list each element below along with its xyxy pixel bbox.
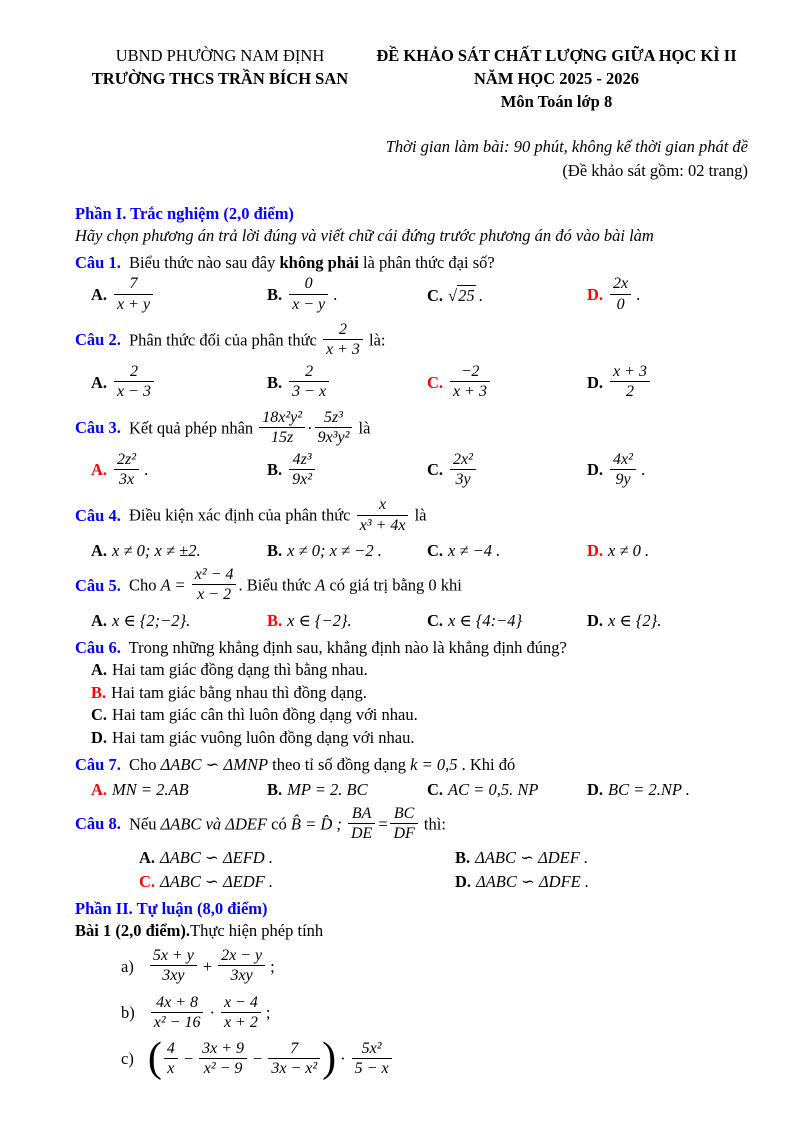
option-letter: D. <box>455 871 472 891</box>
pages-note: (Đề khảo sát gồm: 02 trang) <box>562 161 748 181</box>
option-b: B. ΔABC ∽ ΔDEF . <box>455 848 589 868</box>
option-c <box>427 452 587 491</box>
question-7-text3: . Khi đó <box>461 755 516 775</box>
question-8-text4: thì: <box>423 814 446 834</box>
option-letter-correct: D. <box>587 284 604 304</box>
option-letter: D. <box>587 372 604 392</box>
fraction: $\frac{5x + y}{3xy}$ <box>150 946 197 985</box>
triangle-similarity: ΔABC ∽ ΔMNP <box>160 755 269 775</box>
fraction: $\frac{4x + 8}{\text{x² − 16}}$ <box>151 993 204 1032</box>
option-letter-correct: C. <box>427 372 444 392</box>
multiply-dot: · <box>340 1049 346 1069</box>
triangle-ABC: ΔABC <box>160 814 202 834</box>
option-letter-correct: D. <box>587 540 604 560</box>
multiply-dot: · <box>307 418 313 438</box>
option-letter: D. <box>587 779 604 799</box>
option-b: B. MP = 2. BC <box>267 779 368 799</box>
fraction: $\frac{2}{3 - x}$ <box>289 362 329 401</box>
exercise-1-item-c <box>121 1034 748 1081</box>
issuer-block <box>75 44 365 113</box>
fraction: $\frac{\text{2x²}}{3y}$ <box>450 450 476 489</box>
option-letter: D. <box>587 610 604 630</box>
option-c: C. √25 . <box>427 286 483 306</box>
fraction: $\frac{7}{\text{3x − x²}}$ <box>268 1039 320 1078</box>
question-7-label: Câu 7. <box>75 755 121 775</box>
option-letter: A. <box>91 610 108 630</box>
option-d: D. x ≠ 0 . <box>587 540 650 560</box>
question-5 <box>75 567 748 606</box>
fraction: $\frac{\text{5x²}}{5 - x}$ <box>352 1039 392 1078</box>
question-2 <box>75 322 748 361</box>
fraction: $\frac{x + 3}{2}$ <box>610 362 650 401</box>
fraction: $\frac{\text{4z³}}{\text{9x²}}$ <box>289 450 315 489</box>
option-d: D. BC = 2.NP . <box>587 779 690 799</box>
option-b <box>267 364 427 403</box>
exercise-1-item-a: a) $\frac{5x + y}{3xy}$ + $\frac{2x - y}{3xy}$ ; <box>121 947 275 985</box>
issuer-line2: TRƯỜNG THCS TRẦN BÍCH SAN <box>91 69 349 89</box>
option-letter-correct: A. <box>91 460 108 480</box>
option-letter: C. <box>427 460 444 480</box>
question-8-options <box>139 847 748 892</box>
option-letter: B. <box>267 540 283 560</box>
option-letter: B. <box>267 460 283 480</box>
option-b <box>267 452 427 491</box>
option-letter: C. <box>427 779 444 799</box>
option-letter-correct: A. <box>91 779 108 799</box>
part1-title: Phần I. Trắc nghiệm (2,0 điểm) <box>75 204 294 224</box>
option-letter: C. <box>427 540 444 560</box>
question-4-label: Câu 4. <box>75 505 121 525</box>
option-a: A. MN = 2.AB <box>91 779 189 799</box>
question-6-label: Câu 6. <box>75 637 121 657</box>
question-8-label: Câu 8. <box>75 814 121 834</box>
variable-A: A <box>315 575 326 595</box>
triangle-DEF: ΔDEF <box>225 814 268 834</box>
option-letter: B. <box>267 284 283 304</box>
close-paren: ) <box>322 1034 337 1081</box>
option-c: C. x ∈ {4:−4} <box>427 610 523 630</box>
question-5-options <box>91 610 748 631</box>
minus-operator: − <box>253 1049 263 1069</box>
question-1-text: Biểu thức nào sau đây <box>128 253 276 272</box>
fraction: $\frac{2x}{0}$ <box>610 274 631 313</box>
part1-instruction: Hãy chọn phương án trả lời đúng và viết chữ cái đứng trước phương án đó vào bài làm <box>75 225 654 245</box>
time-block <box>75 135 748 183</box>
fraction: $\frac{2}{x - 3}$ <box>114 362 154 401</box>
question-4-text2: là <box>414 505 427 525</box>
subject: Môn Toán lớp 8 <box>500 92 613 112</box>
question-7 <box>75 754 748 775</box>
issuer-line1: UBND PHƯỜNG NAM ĐỊNH <box>115 46 325 65</box>
question-8-text3: có <box>271 814 287 834</box>
exam-title-block <box>365 44 748 113</box>
question-4-options <box>91 540 748 561</box>
option-c: C. Hai tam giác cân thì luôn đồng dạng với nhau. <box>91 705 418 725</box>
option-d: D. Hai tam giác vuông luôn đồng dạng với nhau. <box>91 727 415 747</box>
fraction: $\frac{2}{x + 3}$ <box>323 320 363 359</box>
option-b: B. x ∈ {−2}. <box>267 610 352 630</box>
angle-equality: B̂ = D̂ ; <box>290 814 342 834</box>
fraction: $\frac{\text{2z²}}{3x}$ <box>114 450 139 489</box>
plus-operator: + <box>202 956 213 976</box>
option-a: A. x ≠ 0; x ≠ ±2. <box>91 540 201 560</box>
option-letter: C. <box>91 705 108 725</box>
question-8 <box>75 806 748 845</box>
question-2-text: Phân thức đối của phân thức <box>128 330 317 350</box>
period: . <box>238 575 243 595</box>
option-letter: B. <box>455 848 471 868</box>
question-2-label: Câu 2. <box>75 330 121 350</box>
radical-expression: √25 <box>448 286 475 306</box>
question-3-text2: là <box>358 418 371 438</box>
option-letter: A. <box>91 284 108 304</box>
exercise-1-text: Thực hiện phép tính <box>190 920 324 940</box>
option-letter: C. <box>427 286 444 306</box>
exercise-1-label: Bài 1 (2,0 điểm). <box>75 920 191 940</box>
fraction: $\frac{4}{x}$ <box>164 1039 178 1078</box>
exam-title: ĐỀ KHẢO SÁT CHẤT LƯỢNG GIỮA HỌC KÌ II <box>376 46 737 65</box>
option-d: D. $\frac{\text{4x²}}{9y}$ . <box>587 450 646 489</box>
option-c: C. ΔABC ∽ ΔEDF . <box>139 871 273 891</box>
exercise-1-item-b: b) $\frac{4x + 8}{\text{x² − 16}}$ · $\frac{x - 4}{x + 2}$ ; <box>121 993 271 1031</box>
minus-operator: − <box>183 1049 194 1069</box>
option-letter: B. <box>267 779 283 799</box>
fraction: $\frac{0}{x - y}$ <box>289 274 328 313</box>
option-a <box>91 364 267 403</box>
exercise-1-heading <box>75 920 748 941</box>
question-1-bold: không phải <box>279 253 359 272</box>
question-7-text: Cho <box>128 755 157 775</box>
option-letter-correct: C. <box>139 871 156 891</box>
document-header <box>75 44 748 113</box>
option-letter: B. <box>267 372 283 392</box>
fraction: $\frac{3x + 9}{\text{x² − 9}}$ <box>199 1039 247 1078</box>
question-8-text: Nếu <box>128 814 157 834</box>
option-c <box>427 364 587 403</box>
question-7-text2: theo tỉ số đồng dạng <box>272 755 406 775</box>
question-5-label: Câu 5. <box>75 575 121 595</box>
school-year: NĂM HỌC 2025 - 2026 <box>474 69 639 89</box>
option-letter: A. <box>139 848 156 868</box>
question-1-label: Câu 1. <box>75 253 121 272</box>
multiply-dot: · <box>209 1002 215 1022</box>
equals-sign: = <box>377 814 389 834</box>
question-6 <box>75 637 748 658</box>
option-b: B. Hai tam giác bằng nhau thì đồng dạng. <box>91 682 367 702</box>
question-5-text2: Biểu thức <box>246 575 312 595</box>
option-letter-correct: B. <box>91 682 107 702</box>
question-4 <box>75 497 748 536</box>
item-label: a) <box>121 956 134 976</box>
option-d: D. x ∈ {2}. <box>587 610 662 630</box>
option-b: B. x ≠ 0; x ≠ −2 . <box>267 540 382 560</box>
option-a: A. $\frac{\text{2z²}}{3x}$ . <box>91 450 149 489</box>
option-letter: A. <box>91 540 108 560</box>
option-d: D. ΔABC ∽ ΔDFE . <box>455 871 589 891</box>
fraction: $\frac{x}{\text{x³ + 4x}}$ <box>357 495 409 534</box>
option-letter: D. <box>91 727 108 747</box>
question-1-options <box>91 276 748 315</box>
option-d <box>587 364 748 403</box>
question-1 <box>75 252 748 273</box>
option-c: C. x ≠ −4 . <box>427 540 501 560</box>
time-note: Thời gian làm bài: 90 phút, không kể thời gian phát đề <box>385 137 748 157</box>
question-7-options <box>91 779 748 800</box>
option-d: D. $\frac{2x}{0}$ . <box>587 275 641 313</box>
question-4-text: Điều kiện xác định của phân thức <box>128 505 351 525</box>
fraction: $\frac{BA}{DE}$ <box>348 804 375 843</box>
question-3 <box>75 410 748 449</box>
option-a: A. Hai tam giác đồng dạng thì bằng nhau. <box>91 660 368 680</box>
option-b: B. $\frac{0}{x - y}$ . <box>267 275 338 313</box>
option-a <box>91 276 267 315</box>
fraction: $\frac{2x - y}{3xy}$ <box>218 946 265 985</box>
fraction: $\frac{\text{18x²y²}}{15z}$ <box>259 408 305 447</box>
question-3-options <box>91 452 748 491</box>
question-3-text: Kết quả phép nhân <box>128 418 254 438</box>
fraction: $\frac{BC}{DF}$ <box>390 804 417 843</box>
fraction: $\frac{-2}{x + 3}$ <box>450 362 490 401</box>
question-1-text2: là phân thức đại số? <box>362 253 495 272</box>
option-letter: C. <box>427 610 444 630</box>
option-letter: A. <box>91 660 108 680</box>
question-6-text: Trong những khẳng định sau, khẳng định nào là khẳng định đúng? <box>128 637 567 657</box>
radical-icon: √ <box>448 286 458 306</box>
question-5-text: Cho <box>128 575 157 595</box>
fraction: $\frac{7}{x + y}$ <box>114 274 153 313</box>
option-letter: D. <box>587 460 604 480</box>
question-5-text3: có giá trị bằng 0 khi <box>329 575 462 595</box>
open-paren: ( <box>147 1034 162 1081</box>
ratio-k: k = 0,5 <box>410 755 458 775</box>
option-a: A. ΔABC ∽ ΔEFD . <box>139 848 273 868</box>
fraction: $\frac{\text{x² − 4}}{x - 2}$ <box>192 565 237 604</box>
fraction: $\frac{\text{5z³}}{\text{9x³y²}}$ <box>315 408 353 447</box>
option-c: C. AC = 0,5. NP <box>427 779 539 799</box>
option-letter-correct: B. <box>267 610 283 630</box>
part2-title: Phần II. Tự luận (8,0 điểm) <box>75 899 268 919</box>
fraction: $\frac{x - 4}{x + 2}$ <box>221 993 261 1032</box>
item-label: b) <box>121 1002 135 1022</box>
question-2-text2: là: <box>369 330 386 350</box>
expression-lhs: A = <box>160 575 186 595</box>
item-label: c) <box>121 1049 134 1069</box>
fraction: $\frac{\text{4x²}}{9y}$ <box>610 450 636 489</box>
question-3-label: Câu 3. <box>75 418 121 438</box>
option-a: A. x ∈ {2;−2}. <box>91 610 191 630</box>
question-2-options <box>91 364 748 403</box>
question-8-text2: và <box>205 814 222 834</box>
option-letter: A. <box>91 372 108 392</box>
